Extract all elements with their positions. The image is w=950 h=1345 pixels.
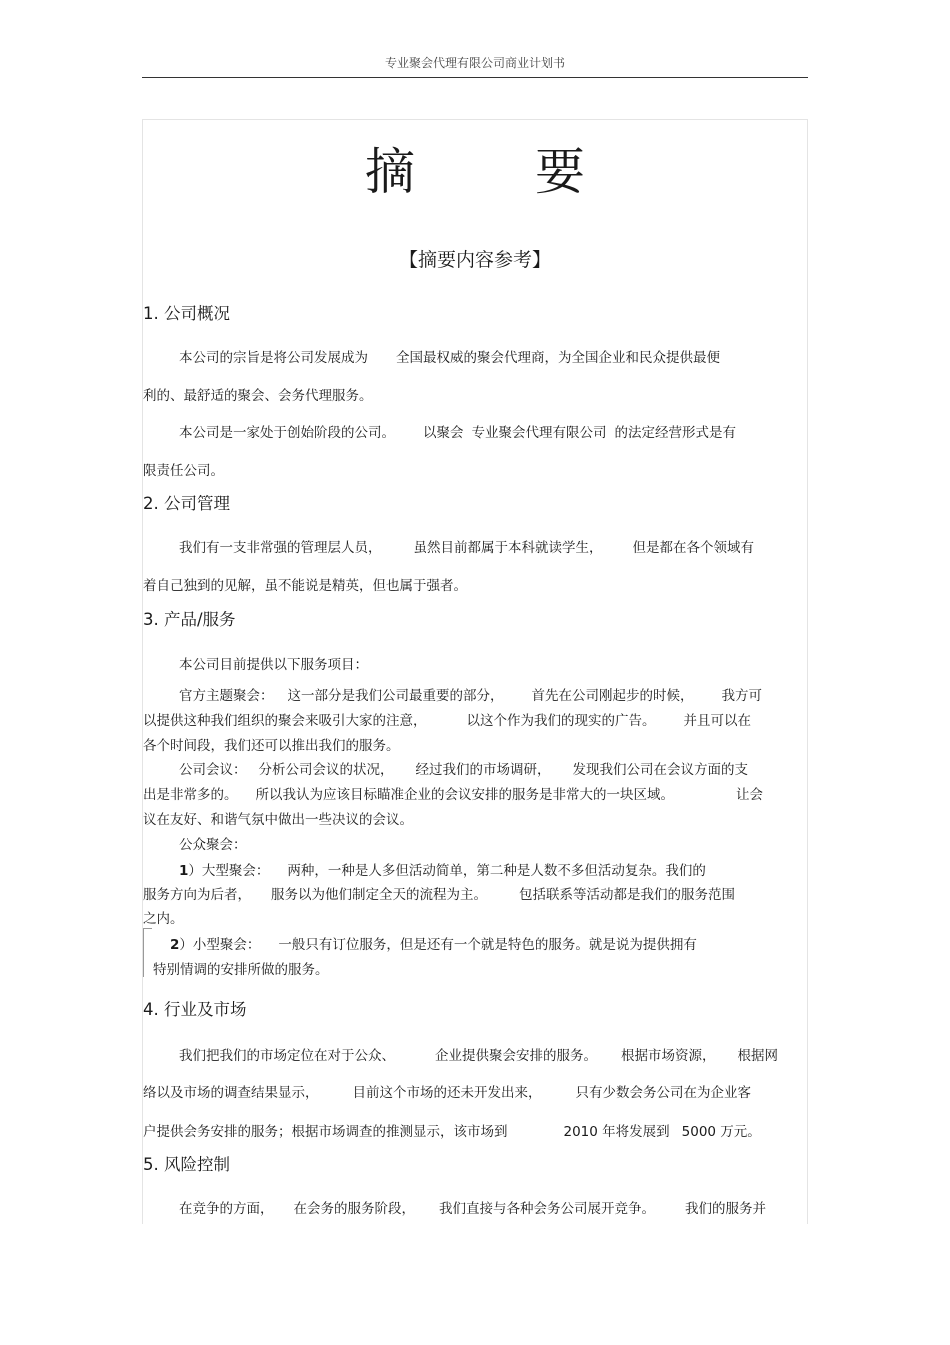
text: 络以及市场的调查结果显示， [143,1085,319,1101]
text: ，为全国企业和民众提供最便 [544,350,720,366]
s3-e-line-1 [170,933,830,953]
text: 发现我们公司在会议方面的支 [572,762,748,778]
s4-line-3 [143,1120,803,1140]
text: 我们把我们的市场定位在对于公众、 [179,1048,395,1064]
section-heading-1: 1. 公司概况 [143,304,230,323]
bracket-mark [143,928,152,977]
text: 公司会议： [179,762,247,778]
s3-d-line-3: 之内。 [143,911,184,927]
s3-d-line-2 [143,883,803,903]
text: 户提供会务安排的服务；根据市场调查的推测显示，该市场到 [143,1124,508,1140]
section-heading-4: 4. 行业及市场 [143,1000,247,1019]
s3-b-line-3: 议在友好、和谐气氛中做出一些决议的会议。 [143,812,413,828]
s3-a-line-2 [143,709,803,729]
text: 全国最权威的聚会代理商 [396,350,545,366]
text: 在竞争的方面， [179,1201,274,1217]
s4-line-2 [143,1081,803,1101]
section-heading-3: 3. 产品/服务 [143,610,236,629]
text: 两种，一种是人多但活动简单，第二种是人数不多但活动复杂。我们的 [287,863,706,879]
text: 我们的服务并 [685,1201,766,1217]
s3-b-line-1 [143,758,839,778]
text: 一般只有订位服务，但是还有一个就是特色的服务。就是说为提供拥有 [278,937,697,953]
text: 5000 万元。 [681,1124,761,1140]
header-rule [142,77,808,78]
s2-line-2: 着自己独到的见解，虽不能说是精英，但也属于强者。 [143,578,467,594]
page-title: 摘 要 [365,143,637,201]
text: 本公司是一家处于创始阶段的公司。 [179,425,395,441]
text: 首先在公司刚起步的时候， [531,688,694,704]
text: 这一部分是我们公司最重要的部分， [287,688,504,704]
section-heading-2: 2. 公司管理 [143,494,230,513]
s3-intro: 本公司目前提供以下服务项目： [179,657,368,673]
s1-line-1 [143,346,839,366]
text: 企业提供聚会安排的服务。 [435,1048,597,1064]
s4-line-1 [143,1044,839,1064]
text: ）小型聚会： [179,937,261,953]
list-number: 1 [179,863,189,879]
text: 根据网 [737,1048,778,1064]
text: 服务以为他们制定全天的流程为主。 [271,887,487,903]
s5-line-1 [143,1197,839,1217]
text: 虽然目前都属于本科就读学生， [413,540,603,556]
text: 我们直接与各种会务公司展开竞争。 [439,1201,655,1217]
s1-line-4: 限责任公司。 [143,463,224,479]
s3-c-line: 公众聚会： [179,837,247,853]
text: 我方可 [721,688,762,704]
s3-e-line-2: 特别情调的安排所做的服务。 [153,962,329,978]
text: 以提供这种我们组织的聚会来吸引大家的注意， [143,713,427,729]
s2-line-1 [143,536,839,556]
text: 让会 [736,787,763,803]
subtitle: 【摘要内容参考】 [398,249,551,271]
text: 分析公司会议的状况， [258,762,394,778]
s1-line-2: 利的、最舒适的聚会、会务代理服务。 [143,388,373,404]
text: 在会务的服务阶段， [293,1201,415,1217]
text: 所以我认为应该目标瞄准企业的会议安排的服务是非常大的一块区域。 [255,787,674,803]
s1-line-3 [143,421,839,441]
text: 包括联系等活动都是我们的服务范围 [519,887,735,903]
s3-a-line-1 [143,684,839,704]
s3-a-line-3: 各个时间段，我们还可以推出我们的服务。 [143,738,400,754]
text: ）大型聚会： [188,863,270,879]
text: 官方主题聚会： [179,688,274,704]
text: 专业聚会代理有限公司 [471,425,607,441]
list-number: 2 [170,937,180,953]
text: 本公司的宗旨是将公司发展成为 [179,350,368,366]
text: 服务方向为后者， [143,887,251,903]
running-header: 专业聚会代理有限公司商业计划书 [384,56,565,70]
text: 根据市场资源， [621,1048,716,1064]
s3-d-line-1 [143,859,839,879]
s3-b-line-2 [143,783,803,803]
text: 2010 年将发展到 [563,1124,670,1140]
text: 出是非常多的。 [143,787,238,803]
text: 但是都在各个领域有 [632,540,754,556]
text: 我们有一支非常强的管理层人员， [179,540,382,556]
text: 并且可以在 [683,713,751,729]
text: 经过我们的市场调研， [415,762,551,778]
text: 的法定经营形式是有 [614,425,736,441]
section-heading-5: 5. 风险控制 [143,1155,230,1174]
text: 以这个作为我们的现实的广告。 [466,713,656,729]
text: 只有少数会务公司在为企业客 [575,1085,751,1101]
text: 以聚会 [423,425,464,441]
text: 目前这个市场的还未开发出来， [352,1085,542,1101]
